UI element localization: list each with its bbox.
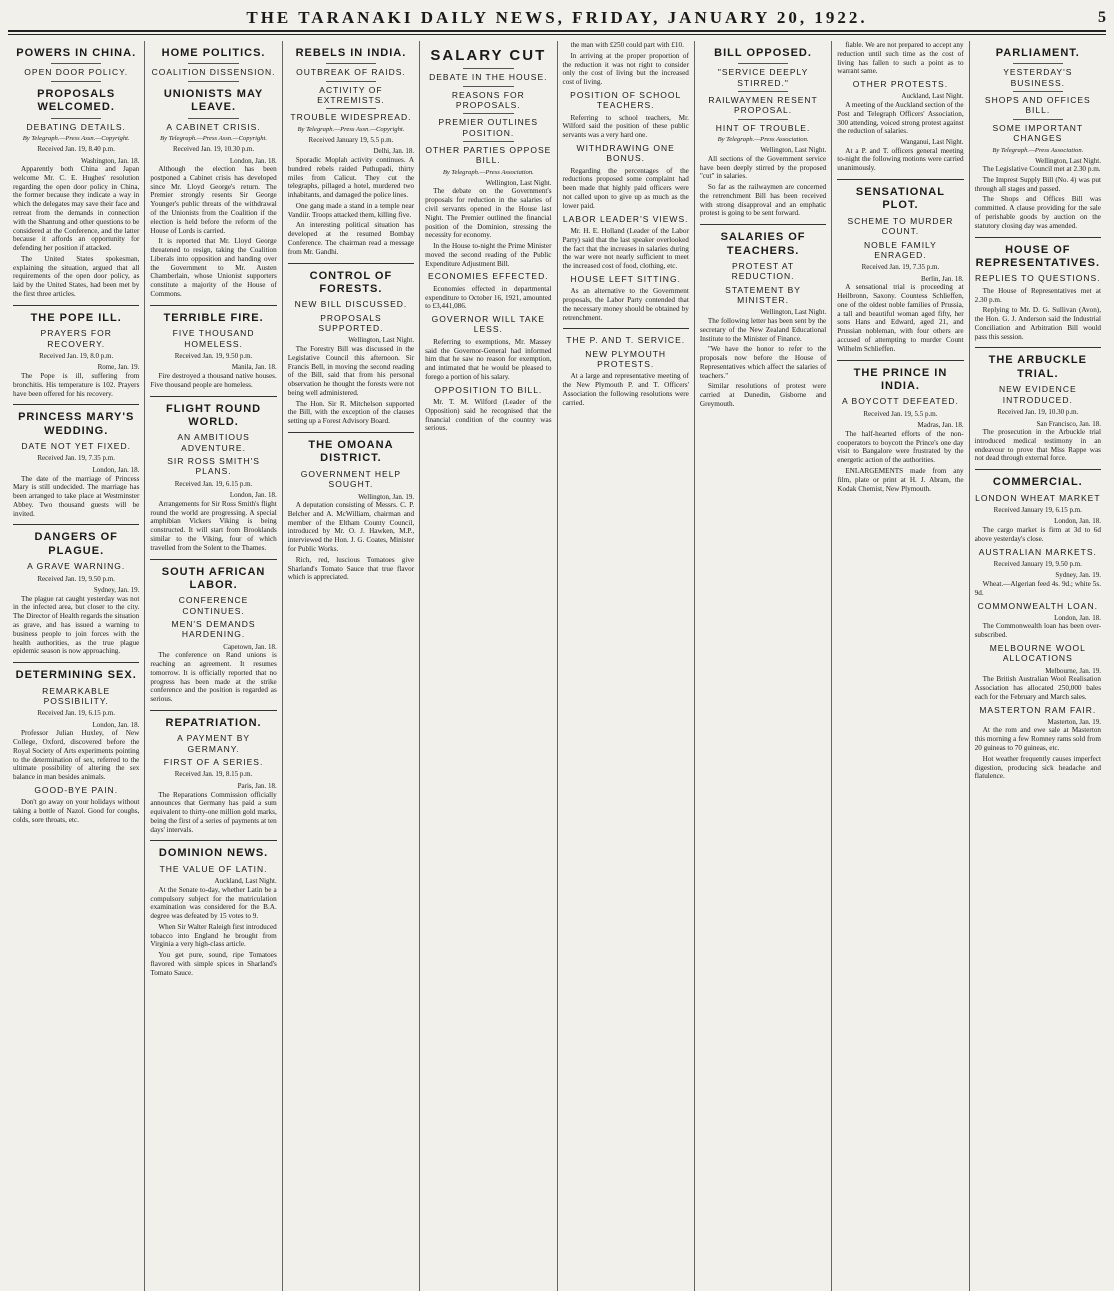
headline: TERRIBLE FIRE. bbox=[163, 311, 264, 324]
subheadline: PROPOSALS SUPPORTED. bbox=[318, 312, 384, 334]
subheadline: UNIONISTS MAY LEAVE. bbox=[163, 87, 264, 114]
dateline: Wellington, Last Night. bbox=[760, 308, 827, 317]
byline: By Telegraph.—Press Assn.—Copyright. bbox=[22, 134, 130, 142]
dateline: Wanganui, Last Night. bbox=[900, 138, 964, 147]
divider bbox=[738, 63, 789, 64]
received-line: Received Jan. 19, 6.15 p.m. bbox=[174, 479, 253, 488]
dateline: Sydney, Jan. 19. bbox=[1055, 571, 1101, 580]
subheadline: DEBATE IN THE HOUSE. bbox=[429, 72, 548, 83]
article-divider bbox=[13, 305, 139, 306]
subheadline: CONFERENCE CONTINUES. bbox=[178, 595, 249, 616]
article-paragraph: The plague rat caught yesterday was not in the infected area, but closer to the city. The Director of Health regards the situation as grave, and has issued a warning to business people to join forces with the health authorities, as the true plague epidemic season is now approaching. bbox=[13, 594, 140, 656]
dateline: Melbourne, Jan. 19. bbox=[1045, 666, 1101, 675]
dateline: Rome, Jan. 19. bbox=[97, 363, 140, 372]
headline: POWERS IN CHINA. bbox=[16, 47, 137, 59]
divider bbox=[188, 118, 239, 119]
received-line: Received Jan. 19, 7.35 p.m. bbox=[37, 454, 115, 463]
subheadline: LABOR LEADER'S VIEWS. bbox=[562, 213, 689, 224]
subheadline: OTHER PARTIES OPPOSE BILL. bbox=[425, 145, 552, 166]
article-paragraph: The Hon. Sir R. Mitchelson supported the Bill, with the exception of the clauses setting up a Forest Advisory Board. bbox=[287, 399, 415, 426]
article-divider bbox=[837, 179, 963, 180]
article-divider bbox=[150, 305, 276, 306]
article-divider bbox=[288, 263, 414, 264]
subheadline: A GRAVE WARNING. bbox=[27, 561, 126, 572]
article-paragraph: the man with £250 could part with £10. bbox=[570, 41, 684, 49]
article-paragraph: The Shops and Offices Bill was committed. A clause providing for the sale of perishable goods by auction on the statutory closing day was amended. bbox=[974, 195, 1101, 230]
article-paragraph: The Commonwealth loan has been over-subscribed. bbox=[974, 622, 1101, 640]
column-5 bbox=[558, 41, 695, 1291]
divider bbox=[463, 68, 514, 69]
advertisement-text: Don't go away on your holidays without taking a bottle of Nazol. Good for coughs, colds, sore throats, etc. bbox=[13, 798, 140, 824]
article-paragraph: Professor Julian Huxley, of New College, Oxford, discovered before the Royal Society of Arts experiments pointing to the determination of sex, referred to the ultimate possibility of altering the sex balance in man besides animals. bbox=[13, 729, 140, 782]
headline: HOME POLITICS. bbox=[161, 47, 266, 59]
divider bbox=[326, 108, 377, 109]
subheadline: GOVERNMENT HELP SOUGHT. bbox=[300, 468, 402, 490]
divider bbox=[738, 91, 789, 92]
subheadline: NEW PLYMOUTH PROTESTS. bbox=[585, 348, 667, 370]
advertisement-text: When Sir Walter Raleigh first introduced tobacco into England he brought from Virginia a very high-class article. bbox=[150, 922, 277, 949]
article-paragraph: Economies effected in departmental expenditure to October 16, 1921, amounted to £3,441,086. bbox=[425, 284, 552, 311]
divider bbox=[1013, 63, 1064, 64]
article-paragraph: Wheat.—Algerian feed 4s. 9d.; white 5s. 9d. bbox=[974, 579, 1101, 597]
divider bbox=[738, 119, 789, 120]
headline: FLIGHT ROUND WORLD. bbox=[166, 402, 262, 428]
subheadline: SIR ROSS SMITH'S PLANS. bbox=[167, 456, 260, 477]
received-line: Received January 19, 9.50 p.m. bbox=[993, 559, 1082, 568]
article-divider bbox=[150, 710, 276, 711]
subheadline: WITHDRAWING ONE BONUS. bbox=[576, 142, 675, 164]
subheadline: OPEN DOOR POLICY. bbox=[24, 67, 129, 78]
subheadline: TROUBLE WIDESPREAD. bbox=[290, 112, 412, 123]
subheadline: NEW BILL DISCUSSED. bbox=[294, 299, 408, 310]
dateline: Paris, Jan. 18. bbox=[237, 781, 277, 790]
article-paragraph: The House of Representatives met at 2.30 p.m. bbox=[974, 286, 1101, 304]
headline: DANGERS OF PLAGUE. bbox=[34, 531, 118, 557]
subheadline: HINT OF TROUBLE. bbox=[715, 122, 811, 133]
column-4 bbox=[420, 41, 557, 1291]
subheadline: MEN'S DEMANDS HARDENING. bbox=[171, 619, 256, 640]
article-divider bbox=[13, 524, 139, 525]
subheadline: DEBATING DETAILS. bbox=[26, 121, 126, 132]
subheadline: PREMIER OUTLINES POSITION. bbox=[438, 117, 539, 138]
article-paragraph: The debate on the Government's proposals for reduction in the salaries of civil servants opened in the House last Night. The Premier outlined the financial position of the Dominion, stressing the necessity for economy. bbox=[425, 187, 552, 240]
dateline: London, Jan. 18. bbox=[1054, 613, 1101, 622]
dateline: Masterton, Jan. 19. bbox=[1047, 717, 1101, 726]
headline: BILL OPPOSED. bbox=[714, 47, 812, 59]
subheadline: OTHER PROTESTS. bbox=[852, 79, 949, 90]
subheadline: MELBOURNE WOOL ALLOCATIONS bbox=[989, 643, 1086, 664]
subheadline: PROTEST AT REDUCTION. bbox=[731, 261, 795, 282]
article-divider bbox=[288, 432, 414, 433]
subheadline: AUSTRALIAN MARKETS. bbox=[978, 546, 1097, 557]
article-paragraph: The Pope is ill, suffering from bronchitis. His temperature is 102. Prayers have been offered for his recovery. bbox=[13, 371, 140, 398]
subheadline: LONDON WHEAT MARKET bbox=[975, 492, 1101, 503]
headline: DOMINION NEWS. bbox=[158, 847, 269, 860]
article-paragraph: An interesting political situation has developed at the resumed Bombay Conference. The chairman read a message from Mr. Gandhi. bbox=[287, 221, 415, 256]
subheadline: AN AMBITIOUS ADVENTURE. bbox=[177, 432, 250, 453]
masthead-title: THE TARANAKI DAILY NEWS, FRIDAY, JANUARY 20, 1922. bbox=[246, 8, 868, 27]
article-paragraph: The Legislative Council met at 2.30 p.m. bbox=[982, 165, 1101, 174]
received-line: Received Jan. 19, 6.15 p.m. bbox=[37, 709, 115, 718]
subheadline: SOME IMPORTANT CHANGES bbox=[992, 122, 1084, 144]
subheadline: SCHEME TO MURDER COUNT. bbox=[847, 215, 954, 237]
subheadline: COALITION DISSENSION. bbox=[151, 67, 276, 78]
divider bbox=[463, 86, 514, 87]
article-paragraph: Regarding the percentages of the reductions proposed some complaint had been made that highly paid officers were not called upon to give up as much as the lower paid. bbox=[562, 166, 689, 210]
subheadline: NOBLE FAMILY ENRAGED. bbox=[864, 239, 937, 260]
headline: REBELS IN INDIA. bbox=[295, 47, 407, 59]
article-paragraph: At a P. and T. officers general meeting to-night the following motions were carried unanimously. bbox=[837, 146, 964, 173]
masthead bbox=[8, 6, 1106, 32]
article-paragraph: The Imprest Supply Bill (No. 4) was put through all stages and passed. bbox=[974, 175, 1101, 193]
divider bbox=[1013, 91, 1064, 92]
received-line: Received Jan. 19, 9.50 p.m. bbox=[174, 351, 253, 360]
headline: REPATRIATION. bbox=[165, 716, 262, 729]
divider bbox=[326, 63, 377, 64]
article-divider bbox=[150, 840, 276, 841]
article-paragraph: In the House to-night the Prime Minister moved the second reading of the Public Expenditure Adjustment Bill. bbox=[425, 242, 552, 268]
subheadline: HOUSE LEFT SITTING. bbox=[570, 273, 681, 284]
subheadline: A BOYCOTT DEFEATED. bbox=[841, 396, 959, 407]
headline: SENSATIONAL PLOT. bbox=[855, 186, 945, 212]
dateline: Auckland, Last Night. bbox=[214, 877, 277, 886]
article-paragraph: So far as the railwaymen are concerned the retrenchment Bill has been received with strong disapproval and an emphatic protest is going to be sent forward. bbox=[699, 183, 827, 218]
headline: SALARY CUT bbox=[430, 47, 547, 64]
article-paragraph: The British Australian Wool Realisation Association has allocated 250,000 bales each for the February and March sales. bbox=[974, 675, 1101, 701]
dateline: London, Jan. 18. bbox=[92, 465, 140, 474]
headline: THE OMOANA DISTRICT. bbox=[308, 438, 394, 465]
dateline: Wellington, Jan. 19. bbox=[358, 492, 415, 501]
byline: By Telegraph.—Press Assn.—Copyright. bbox=[160, 134, 268, 142]
dateline: Washington, Jan. 18. bbox=[81, 156, 140, 165]
subheadline: FIVE THOUSAND HOMELESS. bbox=[172, 328, 255, 349]
divider bbox=[1013, 119, 1064, 120]
dateline: London, Jan. 18. bbox=[1054, 517, 1101, 526]
divider bbox=[188, 63, 239, 64]
dateline: Madras, Jan. 18. bbox=[917, 421, 964, 430]
headline: PARLIAMENT. bbox=[995, 47, 1080, 59]
column-8 bbox=[970, 41, 1106, 1291]
article-paragraph: The prosecution in the Arbuckle trial introduced medical testimony in an endeavour to prove that Miss Rappe was not dead through external force. bbox=[974, 428, 1101, 463]
column-1 bbox=[8, 41, 145, 1291]
divider bbox=[463, 141, 514, 142]
advertisement-text: Rich, red, luscious Tomatoes give Sharland's Tomato Sauce that true flavor which is appreciated. bbox=[287, 555, 415, 582]
subheadline: YESTERDAY'S BUSINESS. bbox=[1003, 67, 1073, 88]
article-paragraph: At the rom and ewe sale at Masterton this morning a few Romney rams sold from 20 guineas to 70 guineas, etc. bbox=[974, 726, 1101, 753]
article-paragraph: Mr. T. M. Wilford (Leader of the Opposition) said he recognised that the financial condition of the country was serious. bbox=[425, 398, 552, 433]
received-line: Received Jan. 19, 8.0 p.m. bbox=[39, 351, 114, 360]
subheadline: THE VALUE OF LATIN. bbox=[159, 863, 268, 874]
article-paragraph: Apparently both China and Japan welcome Mr. C. E. Hughes' resolution regarding the open door policy in China, the former because they indicate a way in which the delegates may save their face and retreat from the demands in connection with the Shantung and other questions to be considered at the Conference, and the latter because it affords an opportunity for defending her position if attacked. bbox=[13, 165, 140, 253]
headline: SOUTH AFRICAN LABOR. bbox=[161, 565, 266, 591]
dateline: Sydney, Jan. 19. bbox=[93, 586, 140, 595]
column-7 bbox=[832, 41, 969, 1291]
received-line: Received Jan. 19, 10.30 p.m. bbox=[173, 144, 255, 153]
article-paragraph: As an alternative to the Government proposals, the Labor Party contended that the necessary money should be obtained by retrenchment. bbox=[562, 287, 689, 322]
advertisement-text: Hot weather frequently causes imperfect digestion, producing sick headache and flatulence. bbox=[974, 754, 1101, 781]
dateline: Wellington, Last Night. bbox=[1035, 156, 1101, 165]
column-2 bbox=[145, 41, 282, 1291]
article-paragraph: Arrangements for Sir Ross Smith's flight round the world are progressing. A special amphibian Vickers Viking is being constructed. It will start from Brooklands similar to the Viking, four of which travelled from the Solent to the Thames. bbox=[150, 499, 277, 552]
subheadline: PROPOSALS WELCOMED. bbox=[37, 87, 116, 114]
article-paragraph: Referring to school teachers, Mr. Wilford said the position of these public servants was a very hard one. bbox=[562, 113, 689, 140]
article-paragraph: A deputation consisting of Messrs. C. P. Belcher and A. McWilliam, chairman and member of the Eltham County Council, introduced by Mr. O. J. Hawken, M.P., interviewed the Hon. J. G. Coates, Minister for Public Works. bbox=[287, 501, 415, 553]
dateline: Wellington, Last Night. bbox=[485, 178, 552, 187]
dateline: London, Jan. 18. bbox=[92, 720, 140, 729]
divider bbox=[51, 81, 102, 82]
article-paragraph: "We have the honor to refer to the proposals now before the House of Representatives which affect the salaries of teachers." bbox=[699, 345, 827, 380]
subheadline: GOVERNOR WILL TAKE LESS. bbox=[431, 314, 545, 335]
article-divider bbox=[13, 662, 139, 663]
article-paragraph: The conference on Rand unions is reaching an agreement. It resumes tomorrow. It is officially reported that no progress has been made at the strike conference and the position is regarded as serious. bbox=[150, 651, 277, 704]
received-line: Received Jan. 19, 5.5 p.m. bbox=[863, 409, 938, 418]
article-paragraph: The date of the marriage of Princess Mary is still undecided. The marriage has been arranged to take place at Westminster Abbey. Two thousand guests will be invited. bbox=[13, 474, 140, 518]
advertisement-text: You get pure, sound, ripe Tomatoes flavored with simple spices in Sharland's Tomato Sauce. bbox=[150, 951, 277, 977]
divider bbox=[51, 63, 102, 64]
dateline: London, Jan. 18. bbox=[229, 156, 277, 165]
received-line: Received Jan. 19, 7.35 p.m. bbox=[861, 263, 940, 272]
article-paragraph: Referring to exemptions, Mr. Massey said the Governor-General had informed him that he saw no reason for exemption, and intimated that he would be pleased to forego a portion of his salary. bbox=[425, 337, 552, 381]
received-line: Received Jan. 19, 8.15 p.m. bbox=[174, 770, 253, 779]
article-paragraph: All sections of the Government service have been deeply stirred by the proposed "cut" in salaries. bbox=[699, 154, 827, 181]
column-3 bbox=[283, 41, 420, 1291]
headline: HOUSE OF REPRESENTATIVES. bbox=[975, 243, 1100, 269]
dateline: Berlin, Jan. 18. bbox=[921, 274, 964, 283]
subheadline: NEW EVIDENCE INTRODUCED. bbox=[998, 384, 1077, 405]
headline: COMMERCIAL. bbox=[992, 476, 1083, 489]
received-line: Received Jan. 19, 9.50 p.m. bbox=[37, 574, 115, 583]
column-6 bbox=[695, 41, 832, 1291]
masthead-rule bbox=[8, 34, 1106, 35]
article-paragraph: The Forestry Bill was discussed in the Legislative Council this afternoon. Sir Francis Bell, in moving the second reading of the Bill, said that from his personal observation he thought the forests were not being well administered. bbox=[287, 344, 415, 397]
received-line: Received Jan. 19, 8.40 p.m. bbox=[37, 144, 115, 153]
subheadline: MASTERTON RAM FAIR. bbox=[979, 704, 1097, 715]
subheadline: "SERVICE DEEPLY STIRRED." bbox=[717, 67, 809, 88]
article-divider bbox=[975, 469, 1101, 470]
article-paragraph: Mr. H. E. Holland (Leader of the Labor Party) said that the last speaker overlooked the fact that the increases in salaries during the war were not nearly sufficient to meet the increased cost of food, clothing, etc. bbox=[562, 226, 689, 271]
article-divider bbox=[837, 360, 963, 361]
subheadline: ACTIVITY OF EXTREMISTS. bbox=[317, 84, 385, 106]
article-divider bbox=[975, 347, 1101, 348]
article-paragraph: In arriving at the proper proportion of the reduction it was not right to consider only the cost of living but the increased cost of living. bbox=[562, 51, 689, 87]
article-paragraph: One gang made a stand in a temple near Vandiir. Troops attacked them, killing five. bbox=[287, 201, 415, 219]
subheadline: THE P. AND T. SERVICE. bbox=[566, 335, 686, 346]
article-paragraph: At the Senate to-day, whether Latin be a compulsory subject for the matriculation examination was considered for the B.A. degree was defeated by 15 votes to 9. bbox=[150, 885, 277, 921]
subheadline: POSITION OF SCHOOL TEACHERS. bbox=[570, 89, 682, 111]
article-paragraph: Sporadic Moplah activity continues. A hundred rebels raided Puthupadi, thirty miles from Calicut. They cut the telegraphs, pillaged a hotel, murdered two inhabitants, and damaged the police lines. bbox=[287, 155, 415, 200]
subheadline: REPLIES TO QUESTIONS. bbox=[975, 273, 1101, 284]
page-number: 5 bbox=[1098, 9, 1106, 26]
headline: THE PRINCE IN INDIA. bbox=[853, 366, 948, 392]
article-paragraph: It is reported that Mr. Lloyd George threatened to resign, taking the Coalition Liberals into opposition and handing over the Government to Mr. Austen Chamberlain, whose Unionist supporters constitute a majority of the House of Commons. bbox=[150, 237, 277, 298]
subheadline: STATEMENT BY MINISTER. bbox=[725, 284, 801, 306]
article-paragraph: Similar resolutions of protest were carried at Dunedin, Gisborne and Greymouth. bbox=[699, 382, 827, 409]
subheadline: REASONS FOR PROPOSALS. bbox=[451, 89, 525, 111]
article-paragraph: A meeting of the Auckland section of the Post and Telegraph Officers' Association, 300 attending, voiced strong protest against the reduction of salaries. bbox=[837, 101, 964, 136]
divider bbox=[326, 81, 377, 82]
article-divider bbox=[13, 404, 139, 405]
divider bbox=[188, 81, 239, 82]
subheadline: COMMONWEALTH LOAN. bbox=[977, 600, 1098, 611]
article-paragraph: Fire destroyed a thousand native houses. Five thousand people are homeless. bbox=[150, 371, 277, 389]
dateline: Delhi, Jan. 18. bbox=[373, 147, 415, 156]
subheadline: DATE NOT YET FIXED. bbox=[21, 441, 131, 452]
article-divider bbox=[150, 559, 276, 560]
subheadline: RAILWAYMEN RESENT PROPOSAL. bbox=[708, 95, 818, 116]
dateline: Manila, Jan. 18. bbox=[231, 363, 277, 372]
byline: By Telegraph.—Press Assn.—Copyright. bbox=[297, 125, 405, 133]
headline: THE POPE ILL. bbox=[30, 311, 122, 324]
subheadline: A CABINET CRISIS. bbox=[166, 121, 261, 132]
article-paragraph: The cargo market is firm at 3d to 6d above yesterday's close. bbox=[974, 526, 1101, 543]
dateline: San Francisco, Jan. 18. bbox=[1036, 419, 1101, 428]
received-line: Received Jan. 19, 10.30 p.m. bbox=[997, 407, 1079, 416]
divider bbox=[463, 113, 514, 114]
dateline: Wellington, Last Night. bbox=[348, 336, 415, 345]
dateline: Auckland, Last Night. bbox=[901, 92, 964, 101]
received-line: Received January 19, 5.5 p.m. bbox=[308, 135, 394, 144]
subheadline: SHOPS AND OFFICES BILL. bbox=[984, 95, 1091, 116]
byline: By Telegraph.—Press Association. bbox=[992, 146, 1084, 154]
headline: CONTROL OF FORESTS. bbox=[309, 269, 393, 295]
dateline: Capetown, Jan. 18. bbox=[223, 642, 277, 651]
subheadline: OPPOSITION TO BILL. bbox=[434, 384, 543, 395]
article-paragraph: The Reparations Commission officially announces that Germany has paid a sum equivalent to thirty-one million gold marks, being the first of a series of payments at ten days' intervals. bbox=[150, 790, 277, 834]
article-divider bbox=[563, 328, 689, 329]
article-divider bbox=[975, 237, 1101, 238]
article-paragraph: Although the election has been postponed a Cabinet crisis has developed since Mr. Lloyd George's return. The Premier strongly resents Sir George Younger's public threats of the withdrawal of the Unionists from the Coalition if the election is held before the reform of the House of Lords is carried. bbox=[150, 165, 277, 235]
article-paragraph: Replying to Mr. D. G. Sullivan (Avon), the Hon. G. J. Anderson said the Industrial Conciliation and Arbitration Bill would pass this session. bbox=[974, 306, 1101, 341]
divider bbox=[51, 118, 102, 119]
headline: DETERMINING SEX. bbox=[15, 669, 137, 682]
article-paragraph: The following letter has been sent by the secretary of the New Zealand Educational Institute to the Minister of Finance. bbox=[699, 317, 827, 343]
byline: By Telegraph.—Press Association. bbox=[442, 168, 534, 176]
article-paragraph: The half-hearted efforts of the non-cooperators to boycott the Prince's one day visit to Bangalore were frustrated by the energetic action of the authorities. bbox=[837, 429, 964, 465]
subheadline: FIRST OF A SERIES. bbox=[163, 757, 264, 768]
subheadline: A PAYMENT BY GERMANY. bbox=[177, 733, 251, 754]
dateline: London, Jan. 18. bbox=[229, 491, 277, 500]
dateline: Wellington, Last Night. bbox=[760, 146, 827, 155]
columns bbox=[8, 41, 1106, 1291]
headline: PRINCESS MARY'S WEDDING. bbox=[18, 411, 135, 437]
article-paragraph: A sensational trial is proceeding at Heilbronn, Saxony. Countess Schlieffen, one of the oldest noble families of Prussia, a tall and beautiful woman aged fifty, her sons Hans and Edward, aged 21, and Prussian nobleman, with four others are accused of attempting to murder Count Wilhelm Schlieffen. bbox=[837, 283, 964, 353]
byline: By Telegraph.—Press Association. bbox=[717, 136, 809, 144]
headline: SALARIES OF TEACHERS. bbox=[720, 231, 806, 257]
article-divider bbox=[150, 396, 276, 397]
article-paragraph: fiable. We are not prepared to accept any reduction until such time as the cost of living has fallen to such a point as to warrant same. bbox=[837, 41, 964, 76]
subheadline: OUTBREAK OF RAIDS. bbox=[296, 67, 406, 78]
article-divider bbox=[700, 224, 826, 225]
subheadline: REMARKABLE POSSIBILITY. bbox=[42, 685, 111, 706]
article-paragraph: At a large and representative meeting of the New Plymouth P. and T. Officers' Association the following resolutions were carried. bbox=[562, 372, 689, 407]
received-line: Received January 19, 6.15 p.m. bbox=[993, 505, 1082, 514]
subheadline: PRAYERS FOR RECOVERY. bbox=[40, 328, 112, 349]
subheadline: GOOD-BYE PAIN. bbox=[34, 785, 119, 795]
advertisement-text: ENLARGEMENTS made from any film, plate or print at H. J. Abram, the Kodak Chemist, New Plymouth. bbox=[837, 466, 964, 493]
headline: THE ARBUCKLE TRIAL. bbox=[988, 354, 1087, 380]
subheadline: ECONOMIES EFFECTED. bbox=[428, 271, 549, 282]
article-paragraph: The United States spokesman, explaining the situation, argued that all requirements of the open door policy, as laid by the United States, had been met by the first three articles. bbox=[13, 254, 140, 298]
